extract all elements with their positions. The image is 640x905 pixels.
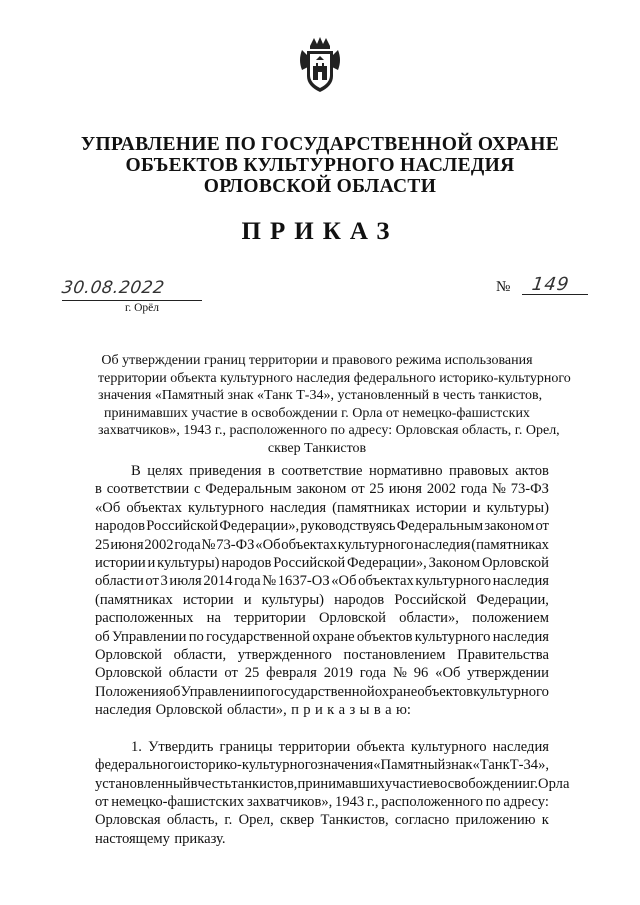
word: охране <box>374 683 418 700</box>
word: области <box>95 573 144 590</box>
word: на <box>206 610 221 627</box>
number-sign: № <box>496 279 511 295</box>
word: ю: <box>395 702 411 719</box>
text-line <box>95 756 549 774</box>
word: народов <box>334 591 385 608</box>
word: территории <box>234 610 306 627</box>
word: наследия <box>95 702 152 719</box>
text-line <box>95 683 549 701</box>
word: г. <box>224 812 233 829</box>
preamble-paragraph <box>95 462 549 720</box>
word: культурного <box>410 738 487 755</box>
word: наследия <box>492 628 549 645</box>
text-line <box>95 811 549 829</box>
word: № <box>491 481 506 498</box>
word: Федеральным <box>396 518 484 535</box>
word: федерального <box>95 757 181 774</box>
word: в <box>267 463 275 479</box>
word: и <box>314 702 323 719</box>
word: Российской <box>394 591 467 608</box>
text-line <box>95 499 549 517</box>
word: актов <box>515 463 549 479</box>
word: № <box>201 536 216 553</box>
word: культурного <box>337 536 414 553</box>
text-line <box>95 775 570 793</box>
text-line <box>95 793 549 811</box>
word: «Об <box>95 499 121 516</box>
word: Федеральным <box>205 481 292 498</box>
word: 25 <box>244 665 260 682</box>
word: культурного <box>415 573 492 590</box>
word: нормативно <box>368 463 443 479</box>
word: и <box>243 591 252 608</box>
word: культуры) <box>157 555 220 572</box>
text-line <box>95 664 549 682</box>
word: культурного <box>473 683 549 700</box>
word: установленный <box>95 775 191 792</box>
word: февраля <box>266 665 317 682</box>
word: В <box>131 463 141 479</box>
word: (памятниках <box>332 499 410 516</box>
word: объектах <box>126 499 182 516</box>
word: от <box>95 793 109 810</box>
word: положением <box>472 610 549 627</box>
word: Орловской <box>155 702 223 719</box>
word: и <box>472 499 481 516</box>
word: 2002 <box>426 481 456 498</box>
text-line <box>95 646 549 664</box>
word: п <box>291 702 299 719</box>
text-line <box>95 480 549 498</box>
date-block <box>62 276 202 314</box>
word: июля <box>169 573 202 590</box>
word: Орловская <box>95 812 161 829</box>
word: приказу. <box>174 830 226 847</box>
word: и <box>147 555 156 572</box>
subject-line: территории объекта культурного наследия федерального историко-культурного <box>98 370 571 386</box>
text-line <box>95 572 549 590</box>
word: «Об <box>435 665 461 682</box>
word: года <box>234 573 261 590</box>
word: приведения <box>189 463 262 479</box>
word: (памятниках <box>95 591 173 608</box>
subject-line: принимавших участие в освобождении г. Орла от немецко-фашистских <box>104 405 530 421</box>
word: 2019 <box>323 665 353 682</box>
word: утвержденного <box>237 647 332 664</box>
word: Орловской <box>481 555 549 572</box>
word: к <box>541 812 549 829</box>
word: 25 <box>369 481 384 498</box>
authority-title <box>60 134 580 197</box>
word: объектов <box>356 628 413 645</box>
word: адресу: <box>503 793 549 810</box>
word: р <box>303 702 311 719</box>
word: Правительства <box>457 647 549 664</box>
word: области <box>168 665 218 682</box>
word: танкистов, <box>231 775 298 792</box>
word: «Танк <box>472 757 510 774</box>
word: 73-ФЗ <box>510 481 549 498</box>
word: Законом <box>428 555 481 572</box>
word: правовых <box>449 463 509 479</box>
word: по <box>255 683 271 700</box>
word: Положения <box>95 683 166 700</box>
word: от <box>145 573 159 590</box>
word: наследия <box>269 499 327 516</box>
word: г. <box>530 775 539 792</box>
word: наследия <box>492 573 549 590</box>
word: Орел, <box>238 812 274 829</box>
word: Управлении <box>111 628 187 645</box>
authority-line: УПРАВЛЕНИЕ ПО ГОСУДАРСТВЕННОЙ ОХРАНЕ <box>80 134 560 155</box>
order-number-block <box>496 272 588 298</box>
word: к <box>327 702 335 719</box>
subject-line: захватчиков», 1943 г., расположенного по адресу: Орловская область, г. Орел, <box>98 423 560 438</box>
word: территории <box>278 738 351 755</box>
text-line <box>95 536 549 554</box>
text-line <box>95 591 549 609</box>
handwritten-number: 149 <box>530 274 571 295</box>
word: культуры) <box>486 499 549 516</box>
word: народов <box>221 555 272 572</box>
word: года <box>359 665 387 682</box>
word: государственной <box>206 628 311 645</box>
word: Утвердить <box>148 738 214 755</box>
word: в <box>190 775 198 792</box>
word: области, <box>173 647 227 664</box>
word: целях <box>147 463 183 479</box>
word: Управлении <box>180 683 256 700</box>
word: от <box>224 665 238 682</box>
word: истории <box>182 591 234 608</box>
word: Российской <box>273 555 346 572</box>
word: утверждении <box>467 665 549 682</box>
word: в <box>433 775 441 792</box>
word: настоящему <box>95 830 170 847</box>
word: з <box>349 702 356 719</box>
word: культуры) <box>261 591 324 608</box>
word: Орловской <box>95 647 162 664</box>
date-line <box>62 276 202 301</box>
word: 1943 <box>335 793 365 810</box>
word: законом <box>484 518 535 535</box>
word: честь <box>197 775 232 792</box>
word: культурного <box>414 628 491 645</box>
word: законом <box>296 481 347 498</box>
word: сквер <box>280 812 315 829</box>
word: Федерации, <box>476 591 549 608</box>
word: приложению <box>455 812 536 829</box>
text-line <box>95 554 549 572</box>
word: в <box>95 481 102 498</box>
authority-line: ОРЛОВСКОЙ ОБЛАСТИ <box>203 176 437 197</box>
word: 25 <box>95 536 110 553</box>
word: границы <box>219 738 273 755</box>
word: истории <box>95 555 146 572</box>
word: участие <box>384 775 434 792</box>
clause-1-paragraph <box>95 738 570 848</box>
order-body <box>95 462 570 848</box>
text-line <box>95 830 549 848</box>
word: культурного <box>188 499 264 516</box>
word: «Об <box>255 536 281 553</box>
word: области», <box>227 702 287 719</box>
word: июня <box>110 536 144 553</box>
word: историко-культурного <box>180 757 318 774</box>
word: № <box>262 573 277 590</box>
word: немецко-фашистских <box>111 793 245 810</box>
word: соответствие <box>281 463 363 479</box>
word: руководствуясь <box>300 518 396 535</box>
word: года <box>174 536 201 553</box>
word: наследия <box>414 536 471 553</box>
word: Российской <box>146 518 219 535</box>
text-line <box>95 517 549 535</box>
city-label: г. Орёл <box>124 302 160 314</box>
word: от <box>535 518 549 535</box>
handwritten-date: 30.08.2022 <box>60 278 166 298</box>
text-line <box>95 738 549 756</box>
word: 2002 <box>144 536 174 553</box>
word: расположенных <box>95 610 194 627</box>
word: г., <box>366 793 379 810</box>
coat-of-arms-icon <box>296 36 344 94</box>
word: народов <box>95 518 146 535</box>
word: наследия <box>492 738 549 755</box>
word: область, <box>166 812 219 829</box>
word: с <box>193 481 201 498</box>
word: значения <box>317 757 374 774</box>
text-line <box>95 628 549 646</box>
word: «Об <box>331 573 357 590</box>
word: объектов <box>417 683 474 700</box>
word: Т-34», <box>509 757 550 774</box>
word: Федерации», <box>219 518 300 535</box>
word: а <box>338 702 346 719</box>
word: № <box>392 665 407 682</box>
subject-line: Об утверждении границ территории и правового режима использования <box>101 353 533 368</box>
word: Орла <box>538 775 570 792</box>
word: согласно <box>394 812 450 829</box>
word: охране <box>312 628 355 645</box>
word: об <box>165 683 181 700</box>
word: 3 <box>160 573 168 590</box>
word: ы <box>359 702 370 719</box>
word: принимавших <box>297 775 385 792</box>
word: а <box>385 702 392 719</box>
word: 1. <box>131 738 142 755</box>
word: Орловской <box>319 610 386 627</box>
text-line <box>95 701 549 719</box>
word: Танкистов, <box>320 812 389 829</box>
word: знак <box>445 757 473 774</box>
word: в <box>373 702 381 719</box>
text-line <box>95 462 549 480</box>
authority-line: ОБЪЕКТОВ КУЛЬТУРНОГО НАСЛЕДИЯ <box>125 155 515 176</box>
word: объекта <box>356 738 405 755</box>
document-type-heading: ПРИКАЗ <box>241 218 399 245</box>
word: освобождении <box>440 775 531 792</box>
word: июня <box>388 481 423 498</box>
word: захватчиков», <box>246 793 333 810</box>
word: области», <box>399 610 459 627</box>
word: объектах <box>281 536 337 553</box>
word: постановлением <box>343 647 446 664</box>
word: от <box>351 481 365 498</box>
word: 2014 <box>203 573 233 590</box>
text-line <box>95 609 549 627</box>
word: (памятниках <box>471 536 549 553</box>
order-subject <box>98 352 571 457</box>
word: объектах <box>358 573 414 590</box>
word: 73-ФЗ <box>216 536 255 553</box>
word: государственной <box>270 683 375 700</box>
subject-line: сквер Танкистов <box>267 440 367 456</box>
word: соответствии <box>106 481 190 498</box>
word: по <box>188 628 204 645</box>
word: истории <box>415 499 467 516</box>
word: Орловской <box>95 665 162 682</box>
word: Федерации», <box>346 555 427 572</box>
word: 96 <box>413 665 429 682</box>
word: расположенного <box>381 793 483 810</box>
word: об <box>95 628 110 645</box>
word: «Памятный <box>373 757 446 774</box>
word: 1637-ОЗ <box>277 573 330 590</box>
word: по <box>485 793 501 810</box>
word: года <box>460 481 488 498</box>
subject-line: значения «Памятный знак «Танк Т-34», установленный в честь танкистов, <box>98 388 543 403</box>
